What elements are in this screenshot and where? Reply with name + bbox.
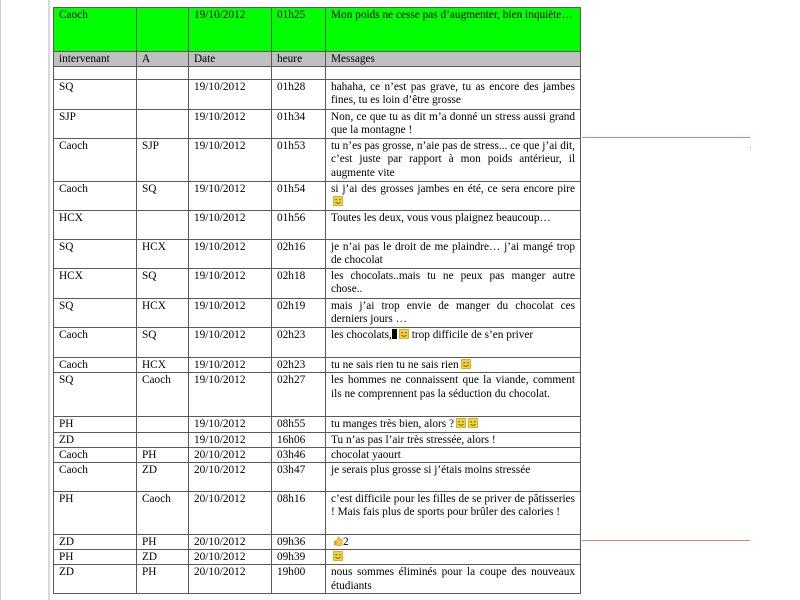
- cell-message: [326, 358, 581, 373]
- cell-date: 19/10/2012: [189, 8, 272, 52]
- cell-intervenant: ZD: [54, 432, 137, 447]
- cell-date: 19/10/2012: [189, 110, 272, 139]
- cell-a: ZD: [137, 463, 189, 492]
- cell-a: HCX: [137, 299, 189, 328]
- cell-intervenant: SQ: [54, 240, 137, 269]
- table-row: [54, 535, 581, 550]
- cell-date: 20/10/2012: [189, 492, 272, 535]
- cell-heure: 01h53: [272, 139, 326, 182]
- header-heure: heure: [272, 52, 326, 67]
- message-text: les hommes ne connaissent que la viande, comment ils ne comprennent pas la séduction du chocolat.: [331, 374, 575, 400]
- cell-message: [326, 550, 581, 565]
- cell-date: 20/10/2012: [189, 535, 272, 550]
- cell-message: [326, 67, 581, 80]
- cell-message: [326, 211, 581, 240]
- header-a: A: [137, 52, 189, 67]
- cell-message: [326, 565, 581, 594]
- table-row: [54, 447, 581, 462]
- conversation-table: [53, 7, 581, 594]
- cell-a: [137, 8, 189, 52]
- table-row: [54, 432, 581, 447]
- cell-intervenant: PH: [54, 550, 137, 565]
- table-row: [54, 328, 581, 358]
- cell-date: 19/10/2012: [189, 182, 272, 211]
- cell-heure: 01h54: [272, 182, 326, 211]
- table-row: [54, 110, 581, 139]
- cell-date: 20/10/2012: [189, 550, 272, 565]
- cell-message: [326, 373, 581, 417]
- cell-date: 19/10/2012: [189, 80, 272, 110]
- cell-intervenant: SQ: [54, 299, 137, 328]
- cell-heure: 08h16: [272, 492, 326, 535]
- cell-intervenant: SQ: [54, 373, 137, 417]
- table-row: [54, 139, 581, 182]
- cell-a: PH: [137, 535, 189, 550]
- cell-date: 20/10/2012: [189, 447, 272, 462]
- message-text: tu manges très bien, alors ?: [331, 418, 454, 431]
- message-text: Tu n’as pas l’air très stressée, alors !: [331, 433, 496, 446]
- message-text: tu n’es pas grosse, n’aie pas de stress... ce que j’ai dit, c’est juste par rapport à mon poids antérieur, il augmente vite: [331, 140, 575, 179]
- cell-a: [137, 67, 189, 80]
- table-row: [54, 373, 581, 417]
- cell-a: PH: [137, 447, 189, 462]
- cell-message: [326, 299, 581, 328]
- cell-a: PH: [137, 565, 189, 594]
- cell-message: [326, 80, 581, 110]
- message-text: hahaha, ce n’est pas grave, tu as encore des jambes fines, tu es loin d’être grosse: [331, 81, 575, 107]
- cell-message: [326, 139, 581, 182]
- cell-message: [326, 110, 581, 139]
- table-row: [54, 550, 581, 565]
- cell-a: [137, 110, 189, 139]
- cell-a: HCX: [137, 358, 189, 373]
- cell-heure: 01h34: [272, 110, 326, 139]
- cell-a: SQ: [137, 328, 189, 358]
- message-text-before: les chocolats,: [331, 329, 392, 342]
- page-edge: [48, 0, 50, 600]
- grin-emoji-icon: [399, 329, 409, 339]
- cell-date: [189, 67, 272, 80]
- margin-dot: [750, 147, 751, 148]
- table-row: [54, 299, 581, 328]
- header-intervenant: intervenant: [54, 52, 137, 67]
- message-text: si j’ai des grosses jambes en été, ce sera encore pire: [331, 183, 575, 196]
- thumbs-up-emoji-icon: [333, 536, 343, 546]
- highlighted-first-message-row: [54, 8, 581, 52]
- cell-intervenant: [54, 67, 137, 80]
- cell-a: Caoch: [137, 492, 189, 535]
- cell-message: [326, 182, 581, 211]
- cell-intervenant: PH: [54, 417, 137, 432]
- message-text: chocolat yaourt: [331, 448, 401, 461]
- table-header-row: [54, 52, 581, 67]
- cell-heure: 16h06: [272, 432, 326, 447]
- message-text: Toutes les deux, vous vous plaignez beaucoup…: [331, 212, 551, 225]
- table-row: [54, 269, 581, 299]
- message-text: tu ne sais rien tu ne sais rien: [331, 359, 459, 372]
- cell-intervenant: SJP: [54, 110, 137, 139]
- cell-date: 19/10/2012: [189, 417, 272, 432]
- table-row: [54, 182, 581, 211]
- cell-message: [326, 535, 581, 550]
- cell-message: [326, 240, 581, 269]
- message-text: c’est difficile pour les filles de se priver de pâtisseries ! Mais fais plus de sports pour brûler des calories !: [331, 493, 575, 519]
- cell-date: 20/10/2012: [189, 463, 272, 492]
- grin-emoji-icon: [461, 359, 471, 369]
- cell-a: SQ: [137, 182, 189, 211]
- cell-heure: 02h23: [272, 328, 326, 358]
- message-text: je n’ai pas le droit de me plaindre… j’ai mangé trop de chocolat: [331, 241, 575, 267]
- message-text: je serais plus grosse si j’étais moins stressée: [331, 464, 531, 477]
- grin-emoji-icon: [333, 196, 343, 206]
- document-page: [53, 7, 580, 600]
- cell-heure: 09h36: [272, 535, 326, 550]
- cell-message: [326, 492, 581, 535]
- cell-message: [326, 417, 581, 432]
- cell-date: 19/10/2012: [189, 139, 272, 182]
- cell-a: [137, 80, 189, 110]
- cell-date: 19/10/2012: [189, 432, 272, 447]
- table-row: [54, 492, 581, 535]
- cell-a: [137, 432, 189, 447]
- slide-edge: [0, 0, 1, 600]
- cell-intervenant: Caoch: [54, 182, 137, 211]
- cell-intervenant: ZD: [54, 565, 137, 594]
- table-row: [54, 417, 581, 432]
- cell-a: SQ: [137, 269, 189, 299]
- table-row: [54, 211, 581, 240]
- cell-intervenant: PH: [54, 492, 137, 535]
- cell-intervenant: Caoch: [54, 463, 137, 492]
- cell-intervenant: Caoch: [54, 447, 137, 462]
- grin-emoji-icon: [456, 418, 466, 428]
- table-row: [54, 80, 581, 110]
- cell-message: [326, 328, 581, 358]
- cell-heure: 09h39: [272, 550, 326, 565]
- cell-message: [326, 432, 581, 447]
- message-text: Non, ce que tu as dit m’a donné un stress aussi grand que la montagne !: [331, 111, 575, 137]
- cell-date: 19/10/2012: [189, 373, 272, 417]
- cell-date: 19/10/2012: [189, 358, 272, 373]
- cell-intervenant: ZD: [54, 535, 137, 550]
- revision-line: [582, 540, 750, 541]
- cell-heure: 19h00: [272, 565, 326, 594]
- cell-heure: 02h18: [272, 269, 326, 299]
- table-row: [54, 240, 581, 269]
- header-messages: Messages: [326, 52, 581, 67]
- message-text: 2: [343, 536, 349, 549]
- cell-a: HCX: [137, 240, 189, 269]
- cell-heure: 08h55: [272, 417, 326, 432]
- message-text: nous sommes éliminés pour la coupe des nouveaux étudiants: [331, 566, 575, 592]
- cell-intervenant: Caoch: [54, 8, 137, 52]
- cell-heure: 02h23: [272, 358, 326, 373]
- cell-a: ZD: [137, 550, 189, 565]
- cell-heure: 03h47: [272, 463, 326, 492]
- cell-date: 19/10/2012: [189, 240, 272, 269]
- message-text: trop difficile de s’en priver: [411, 329, 534, 342]
- message-text: les chocolats..mais tu ne peux pas manger autre chose..: [331, 270, 575, 296]
- cell-date: 19/10/2012: [189, 328, 272, 358]
- cell-a: SJP: [137, 139, 189, 182]
- cell-intervenant: Caoch: [54, 358, 137, 373]
- table-row: [54, 565, 581, 594]
- message-text: mais j’ai trop envie de manger du chocolat ces derniers jours …: [331, 300, 575, 326]
- cell-intervenant: HCX: [54, 269, 137, 299]
- cell-heure: 01h56: [272, 211, 326, 240]
- cell-a: [137, 211, 189, 240]
- cell-intervenant: Caoch: [54, 328, 137, 358]
- cell-date: 19/10/2012: [189, 299, 272, 328]
- cell-heure: 02h19: [272, 299, 326, 328]
- cell-heure: [272, 67, 326, 80]
- cell-heure: 01h25: [272, 8, 326, 52]
- grin-emoji-icon: [468, 418, 478, 428]
- revision-line: [582, 137, 750, 138]
- cell-date: 19/10/2012: [189, 211, 272, 240]
- cell-message: [326, 269, 581, 299]
- header-date: Date: [189, 52, 272, 67]
- cell-heure: 01h28: [272, 80, 326, 110]
- cell-intervenant: SQ: [54, 80, 137, 110]
- cell-a: [137, 417, 189, 432]
- cell-message: Mon poids ne cesse pas d’augmenter, bien inquiète…: [326, 8, 581, 52]
- cursor-block-icon: [392, 329, 397, 339]
- cell-date: 19/10/2012: [189, 269, 272, 299]
- table-row: [54, 358, 581, 373]
- cell-intervenant: Caoch: [54, 139, 137, 182]
- cell-heure: 03h46: [272, 447, 326, 462]
- table-row: [54, 463, 581, 492]
- cell-message: [326, 463, 581, 492]
- cell-date: 20/10/2012: [189, 565, 272, 594]
- cell-a: Caoch: [137, 373, 189, 417]
- cell-heure: 02h27: [272, 373, 326, 417]
- cell-intervenant: HCX: [54, 211, 137, 240]
- table-row: [54, 67, 581, 80]
- cell-message: [326, 447, 581, 462]
- cell-heure: 02h16: [272, 240, 326, 269]
- grin-emoji-icon: [333, 551, 343, 561]
